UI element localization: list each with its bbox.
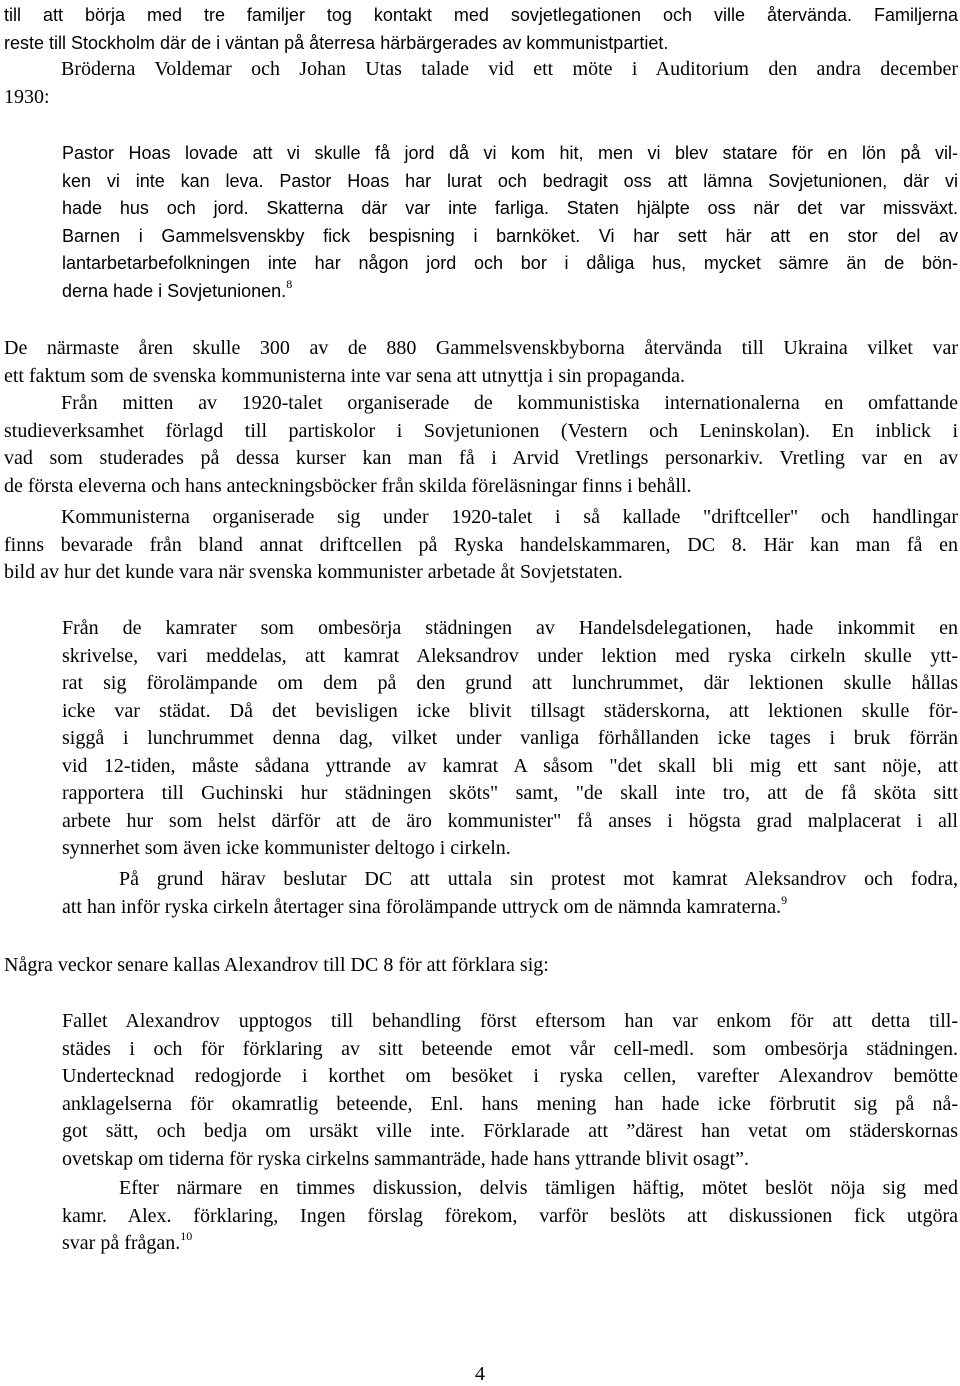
text-line: rat sig förolämpande om dem på den grund att lunchrummet, där lektionen skulle hållas [62,672,958,694]
footnote-marker[interactable]: 9 [781,892,788,907]
footnote-marker[interactable]: 8 [286,276,293,291]
text-line: bild av hur det kunde vara när svenska kommunister arbetade åt Sovjetstaten. [4,561,623,583]
text-line: Undertecknad redogjorde i korthet om besöket i ryska cellen, varefter Alexandrov bemötte [62,1065,958,1087]
quote-block-3 [62,1008,958,1173]
text-line: De närmaste åren skulle 300 av de 880 Gammelsvenskbyborna återvända till Ukraina vilket var [4,337,958,359]
text-line: ovetskap om tiderna för ryska cirkelns sammanträde, hade hans yttrande blivit osagt”. [62,1147,750,1170]
text-line: Kommunisterna organiserade sig under 1920-talet i så kallade "driftceller" och handlingar [61,506,958,528]
text-line: skrivelse, vari meddelas, att kamrat Aleksandrov under lektion med ryska cirkeln skulle ytt- [62,644,958,667]
text-line: På grund härav beslutar DC att uttala sin protest mot kamrat Aleksandrov och fodra, [119,868,958,890]
text-line: Pastor Hoas lovade att vi skulle få jord då vi kom hit, men vi blev statare för en lön på vil- [62,143,958,163]
page-number: 4 [475,1363,485,1385]
text-line: Från de kamrater som ombesörja städningen av Handelsdelegationen, hade inkommit en [62,617,958,639]
text-line: de första eleverna och hans anteckningsböcker från skilda föreläsningar finns i behåll. [4,474,692,497]
text-line: Från mitten av 1920-talet organiserade de kommunistiska internationalerna en omfattande [61,392,958,414]
text-line: städes i och för förklaring av sitt beteende emot vår cell-medl. som ombesörja städningen. [62,1037,958,1060]
text-line: studieverksamhet förlagd till partiskolor i Sovjetunionen (Vestern och Leninskolan). En inblick i [4,419,958,442]
text-line: Några veckor senare kallas Alexandrov till DC 8 för att förklara sig: [4,954,549,976]
paragraph-2 [4,56,958,111]
text-line: ett faktum som de svenska kommunisterna inte var sena att utnyttja i sin propaganda. [4,364,685,387]
text-line: arbete hur som helst därför att de äro kommunister" få anses i högsta grad malplacerat i all [62,809,958,832]
text-line: vid 12-tiden, måste sådana yttrande av kamrat A såsom "det skall bli mig ett sant nöje, att [62,754,958,777]
quote-block-2 [62,615,958,863]
text-line: Efter närmare en timmes diskussion, delvis tämligen häftig, mötet beslöt nöja sig med [119,1177,958,1199]
text-line: icke var städat. Då det bevisligen icke blivit tillsagt städerskorna, att lektionen skulle för- [62,699,958,722]
text-line: synnerhet som även icke kommunister deltogo i cirkeln. [62,837,511,859]
text-line: vad som studerades på dessa kurser kan man få i Arvid Vretlings personarkiv. Vretling var en av [4,447,958,469]
text-line: finns bevarade från bland annat driftcellen på Ryska handelskammaren, DC 8. Här kan man få en [4,533,958,556]
text-line: att han inför ryska cirkeln återtager sina förolämpande uttryck om de nämnda kamraterna.$^9$ [62,892,788,918]
text-line: svar på frågan.$^{10}$ [62,1229,193,1254]
text-line: hade hus och jord. Skatterna där var inte farliga. Staten hjälpte oss när det var missväxt. [62,198,958,218]
text-line: ken vi inte kan leva. Pastor Hoas har lurat och bedragit oss att lämna Sovjetunionen, där vi [62,170,958,191]
text-line: derna hade i Sovjetunionen.$^8$ [62,276,293,301]
text-line: reste till Stockholm där de i väntan på återresa härbärgerades av kommunistpartiet. [4,32,669,53]
text-line: siggå i lunchrummet denna dag, vilket under vanliga förhållanden icke tages i bruk förrän [62,727,958,749]
paragraph-1 [4,2,958,57]
text-line: rapportera till Guchinski hur städningen sköts" samt, "de skall inte tro, att de få sköta sitt [62,782,958,804]
paragraph-5 [4,504,958,587]
text-line: Bröderna Voldemar och Johan Utas talade vid ett möte i Auditorium den andra december [61,58,958,80]
text-line: kamr. Alex. förklaring, Ingen förslag förekom, varför beslöts att diskussionen fick utgöra [62,1204,958,1227]
paragraph-4 [4,390,958,500]
footnote-marker[interactable]: 10 [180,1229,193,1243]
text-line: got sätt, och bedja om ursäkt ville inte. Förklarade att ”därest han vetat om städerskornas [62,1120,958,1142]
text-line: Barnen i Gammelsvenskby fick bespisning i barnköket. Vi har sett här att en stor del av [62,225,958,246]
text-line: 1930: [4,85,50,108]
text-line: anklagelserna för okamratlig beteende, Enl. hans mening han hade icke förbrutit sig på nå- [62,1092,958,1115]
paragraph-3 [4,335,958,390]
text-line: lantarbetarbefolkningen inte har någon jord och bor i dåliga hus, mycket sämre än de bön- [62,253,958,273]
quote-block-1 [62,140,958,305]
text-line: till att börja med tre familjer tog kontakt med sovjetlegationen och ville återvända. Familjerna [4,5,958,25]
text-line: Fallet Alexandrov upptogos till behandling först eftersom han var enkom för att detta till- [62,1010,958,1032]
paragraph-6 [4,952,958,980]
quote-block-2-paragraph-2 [62,866,958,921]
quote-block-3-paragraph-2 [62,1175,958,1258]
